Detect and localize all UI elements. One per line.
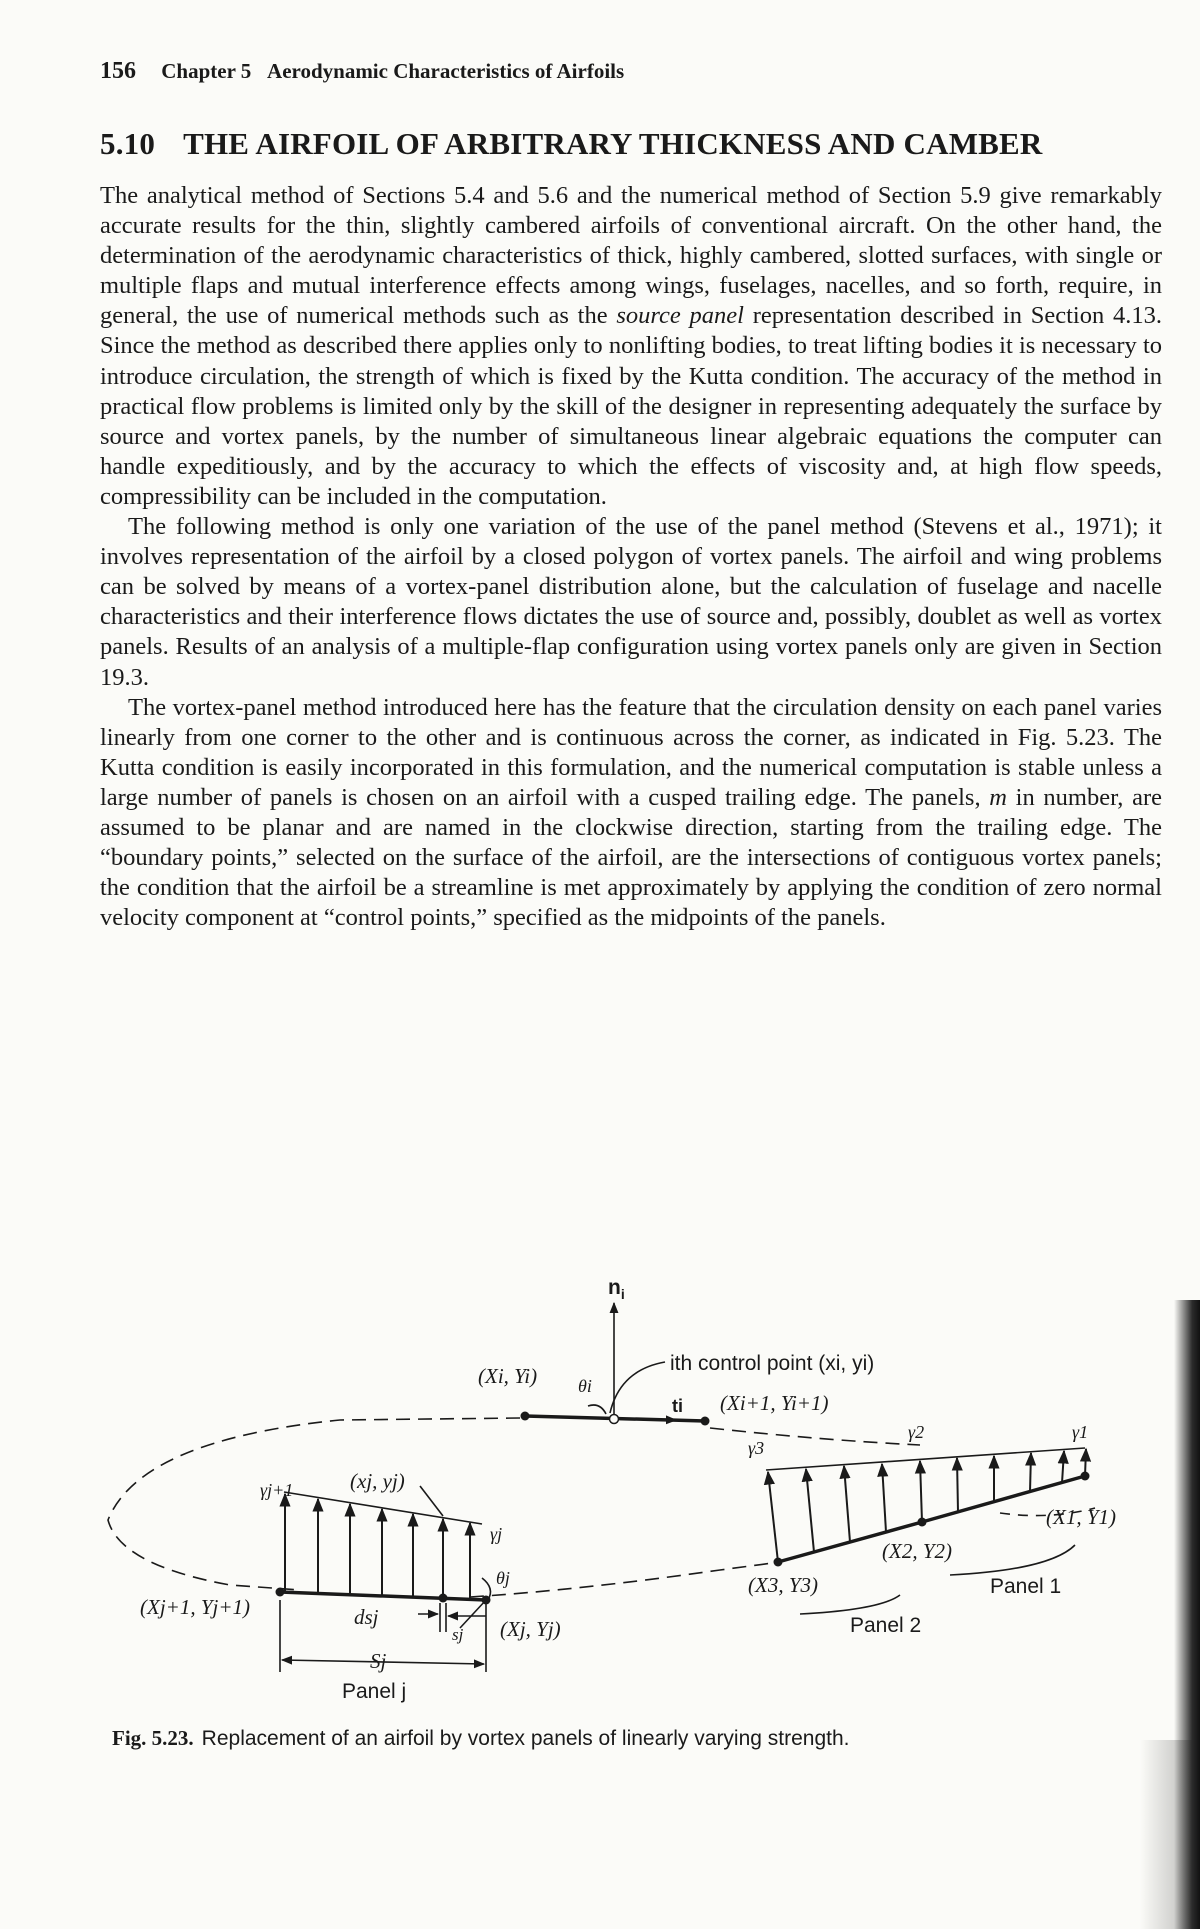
caption-label: Fig. 5.23. xyxy=(112,1726,194,1750)
panel-1-brace xyxy=(950,1545,1075,1575)
figure-5-23 xyxy=(100,1270,1162,1710)
label-gamma-3: γ3 xyxy=(748,1438,765,1458)
xj-yj-leader xyxy=(420,1486,443,1516)
boundary-point-i xyxy=(521,1412,530,1421)
label-panel-2: Panel 2 xyxy=(850,1614,922,1637)
page-number: 156 xyxy=(100,58,136,84)
label-S-j: Sj xyxy=(370,1649,387,1673)
boundary-point-1 xyxy=(1081,1472,1090,1481)
label-gamma-j: γj xyxy=(490,1524,503,1544)
label-t-i: ti xyxy=(672,1396,683,1416)
label-panel-1: Panel 1 xyxy=(990,1575,1062,1598)
paragraph-2: The following method is only one variation of the use of the panel method (Stevens et al., 1971); it involves representation of the airfoil by a closed polygon of vortex panels. The airfoil and wing problems can be solved by means of a vortex-panel distribution alone, but the calculation of fuselage and nacelle characteristics and their interference flows dictates the use of source and, possibly, doublet as well as vortex panels. Results of an analysis of a multiple-flap configuration using vortex panels only are given in Section 19.3. xyxy=(100,513,1162,691)
boundary-point-j xyxy=(482,1596,491,1605)
airfoil-contour-upper-right xyxy=(710,1428,920,1445)
figure-caption xyxy=(112,1726,1152,1751)
label-n-i: $n_i$ xyxy=(608,1276,625,1302)
panels-gamma-envelope xyxy=(766,1448,1085,1470)
label-Xj1-Yj1: (Xj+1, Yj+1) xyxy=(140,1595,251,1619)
chapter-title: Aerodynamic Characteristics of Airfoils xyxy=(267,59,625,83)
emphasis-source-panel: source panel xyxy=(616,302,744,330)
label-ds-j: dsj xyxy=(354,1605,379,1629)
vortex-panel-diagram xyxy=(100,1270,1162,1710)
panel-2-brace xyxy=(800,1595,900,1614)
label-panel-j: Panel j xyxy=(342,1680,407,1703)
paragraph-1: The analytical method of Sections 5.4 and 5.6 and the numerical method of Section 5.9 give remarkably accurate results for the thin, slightly cambered airfoils of conventional aircraft. On the other hand, the determination of the aerodynamic characteristics of thick, highly cambered, slotted surfaces, with single or multiple flaps and mutual interference effects among wings, fuselages, nacelles, and so forth, require, in general, the use of numerical methods such as the source panel representation described in Section 4.13. Since the method as described there applies only to nonlifting bodies, to treat lifting bodies it is necessary to introduce circulation, the strength of which is fixed by the Kutta condition. The accuracy of the method in practical flow problems is limited only by the skill of the designer in representing adequately the surface by source and vortex panels, by the number of simultaneous linear algebraic equations the computer can handle expeditiously, and by the accuracy to which the effects of viscosity and, at high flow speeds, compressibility can be included in the computation. xyxy=(100,182,1162,510)
boundary-point-i1 xyxy=(701,1417,710,1426)
label-X1-Y1: (X1, Y1) xyxy=(1046,1505,1116,1529)
caption-text: Replacement of an airfoil by vortex panels of linearly varying strength. xyxy=(201,1727,850,1750)
boundary-point-2 xyxy=(918,1518,927,1527)
chapter-label: Chapter 5 xyxy=(161,59,252,83)
control-point-j xyxy=(439,1594,448,1603)
boundary-point-j1 xyxy=(276,1588,285,1597)
section-title: THE AIRFOIL OF ARBITRARY THICKNESS AND CAMBER xyxy=(183,126,1043,161)
emphasis-m: m xyxy=(989,783,1007,811)
boundary-point-3 xyxy=(774,1558,783,1567)
label-gamma-1: γ1 xyxy=(1072,1422,1089,1442)
section-number: 5.10 xyxy=(100,126,156,161)
label-Xi1-Yi1: (Xi+1, Yi+1) xyxy=(720,1391,829,1415)
paragraph-3: The vortex-panel method introduced here has the feature that the circulation density on each panel varies linearly from one corner to the other and is continuous across the corner, as indicated in Fig. 5.23. The Kutta condition is easily incorporated in this formulation, and the numerical computation is stable unless a large number of panels is chosen on an airfoil with a cusped trailing edge. The panels, m in number, are assumed to be planar and are named in the clockwise direction, starting from the trailing edge. The “boundary points,” selected on the surface of the airfoil, are the intersections of contiguous vortex panels; the condition that the airfoil be a streamline is met approximately by applying the condition of zero normal velocity component at “control points,” specified as the midpoints of the panels. xyxy=(100,693,1162,932)
label-X3-Y3: (X3, Y3) xyxy=(748,1573,818,1597)
running-head xyxy=(100,58,1120,85)
label-theta-j: θj xyxy=(496,1568,510,1588)
control-point-i xyxy=(610,1415,619,1424)
label-theta-i: θi xyxy=(578,1376,592,1396)
airfoil-contour xyxy=(108,1418,520,1590)
airfoil-contour-lower xyxy=(470,1562,780,1597)
label-gamma-2: γ2 xyxy=(908,1422,925,1442)
label-X2-Y2: (X2, Y2) xyxy=(882,1539,952,1563)
control-point-leader xyxy=(610,1362,665,1413)
tangent-vector-t-i xyxy=(614,1419,676,1420)
label-control-point: ith control point (xi, yi) xyxy=(670,1352,875,1375)
panel-j-vortex-arrows xyxy=(285,1494,470,1599)
theta-i-arc xyxy=(588,1405,606,1414)
label-Xj-Yj: (Xj, Yj) xyxy=(500,1617,561,1641)
label-xj-yj: (xj, yj) xyxy=(350,1469,405,1493)
theta-j-normal xyxy=(460,1600,486,1628)
label-Xi-Yi: (Xi, Yi) xyxy=(478,1364,538,1388)
label-gamma-j1: γj+1 xyxy=(260,1480,294,1500)
body-text xyxy=(100,181,1162,933)
page-edge-shadow xyxy=(1174,1300,1200,1929)
section-heading xyxy=(100,126,1140,162)
label-s-j: sj xyxy=(452,1625,464,1644)
